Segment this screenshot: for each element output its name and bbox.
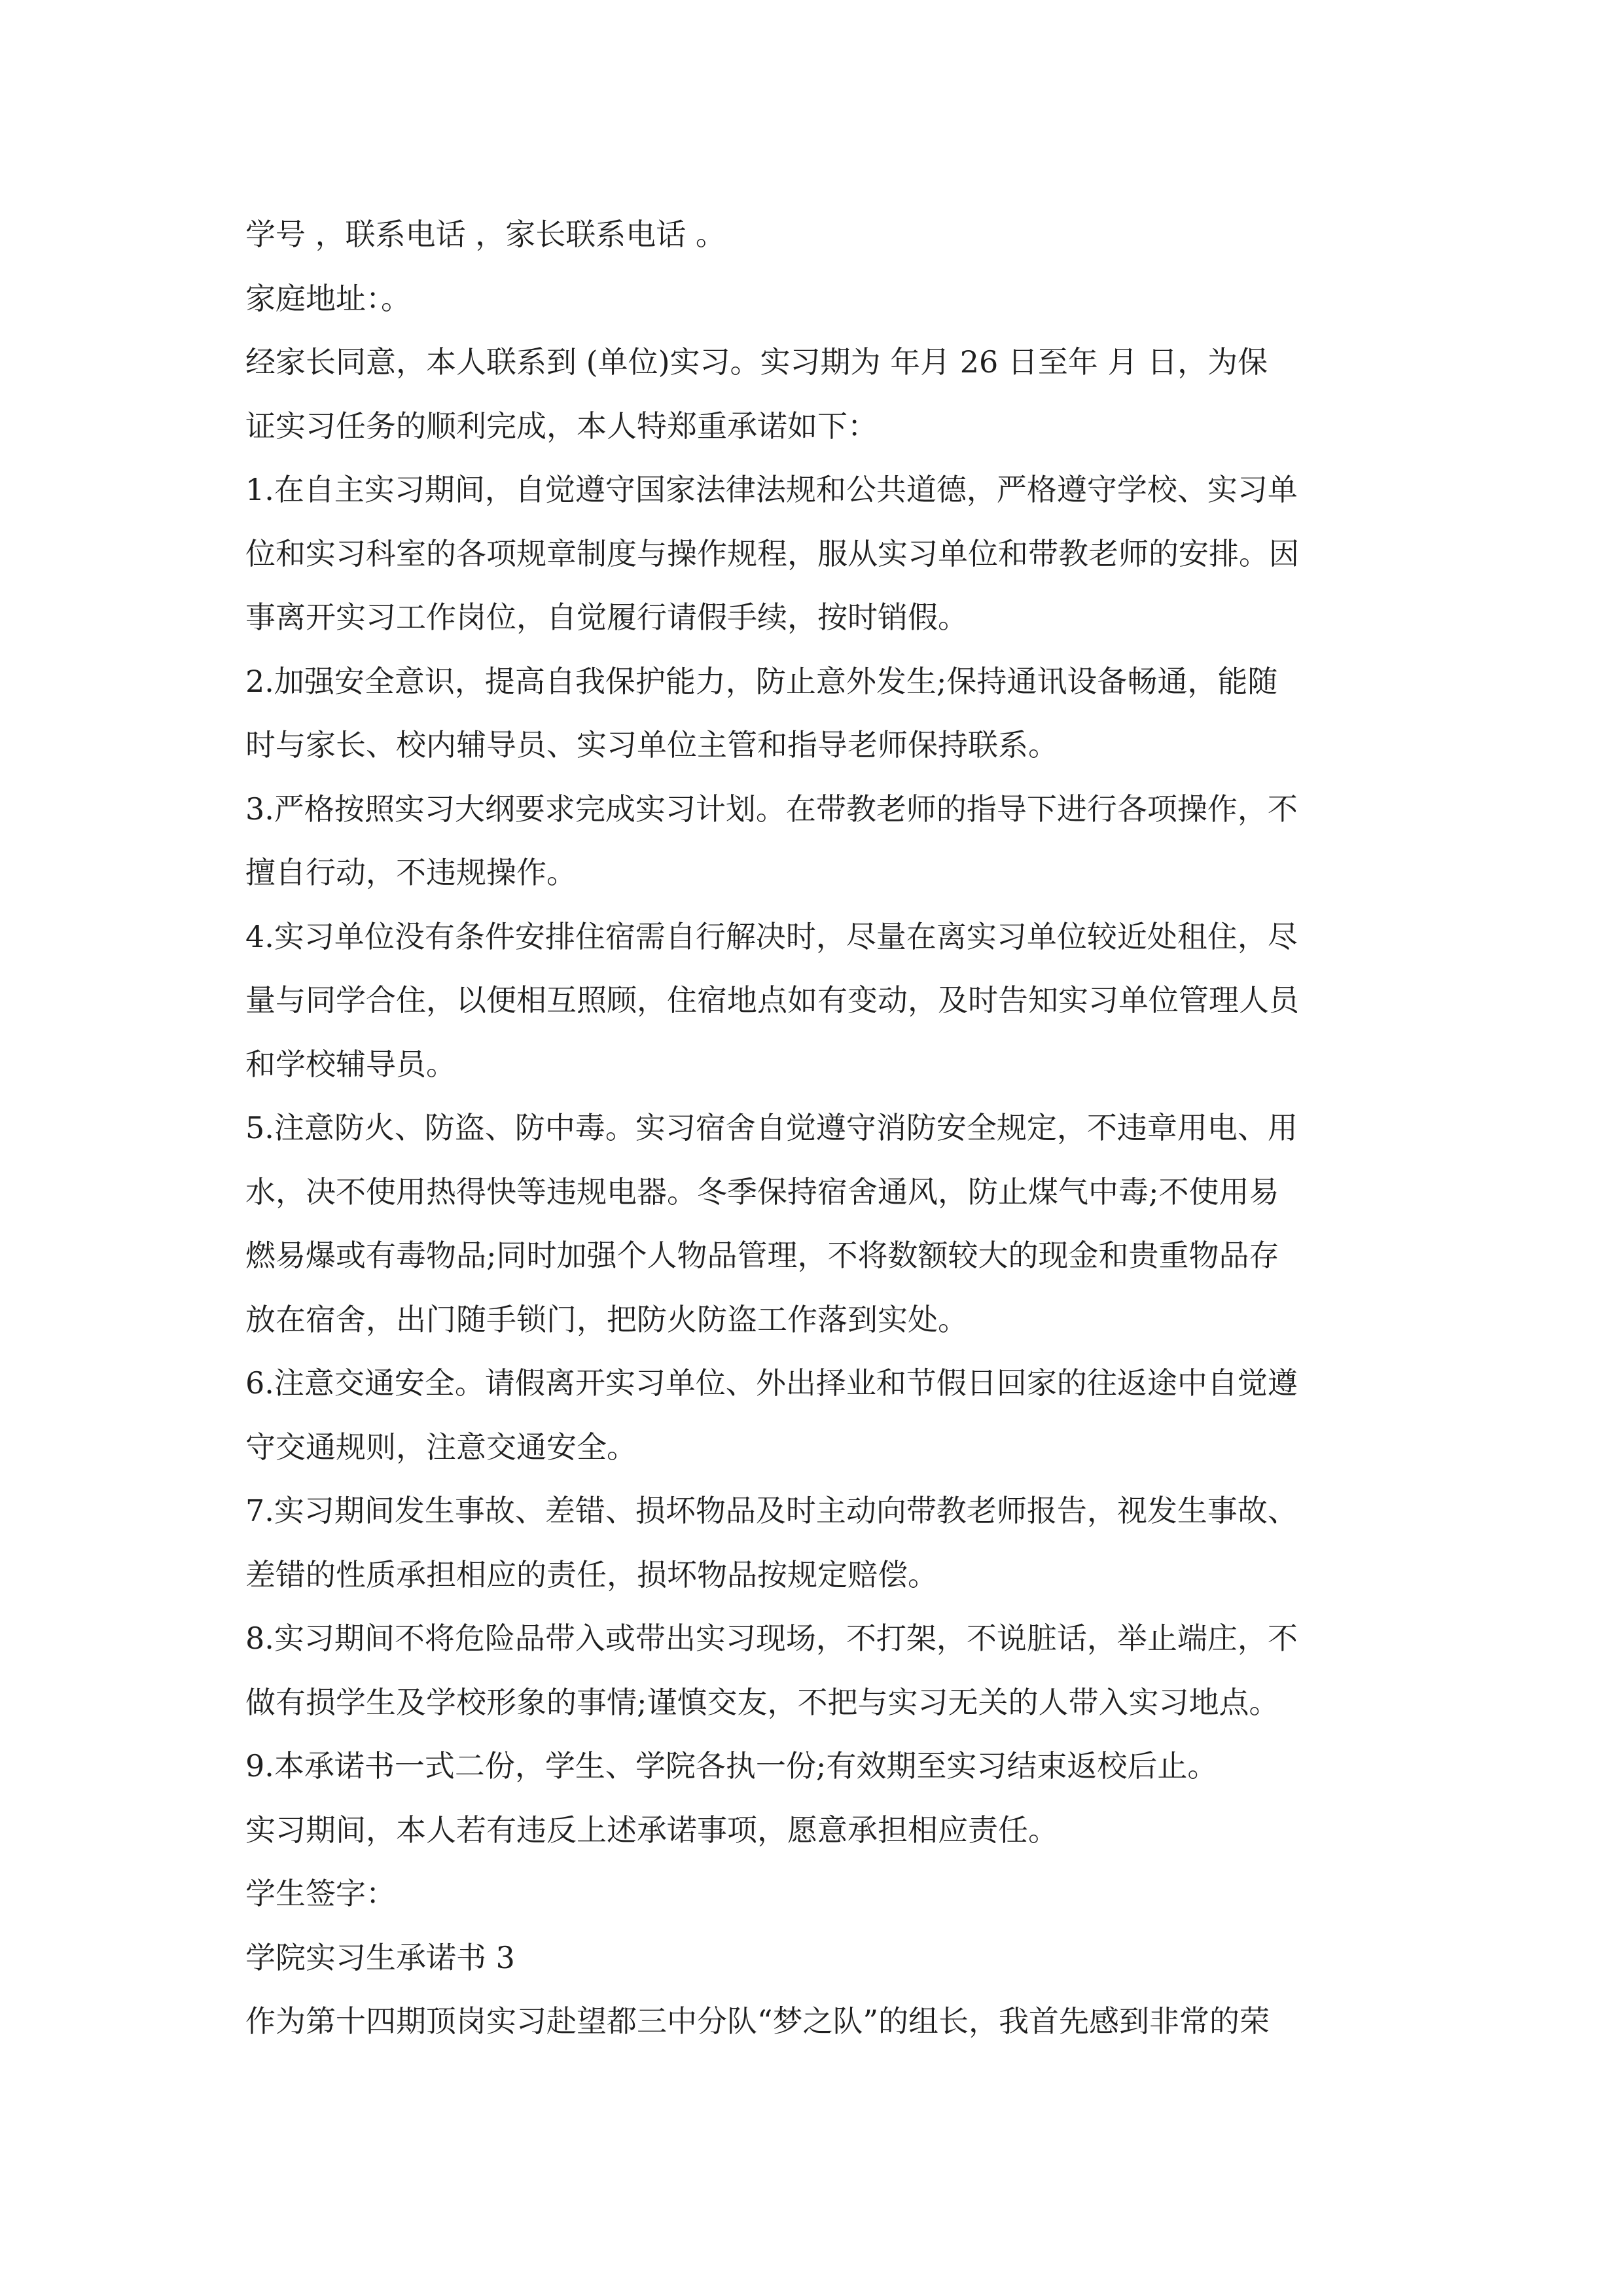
pledge-item-9-line: 9.本承诺书一式二份，学生、学院各执一份;有效期至实习结束返校后止。: [245, 1748, 1218, 1784]
pledge-item-1-line: 位和实习科室的各项规章制度与操作规程，服从实习单位和带教老师的安排。因: [245, 535, 1299, 571]
pledge-item-6-line: 守交通规则，注意交通安全。: [245, 1429, 637, 1465]
intro-paragraph-line: 经家长同意，本人联系到 (单位)实习。实习期为 年月 26 日至年 月 日，为保: [245, 344, 1268, 380]
pledge-item-5-line: 燃易爆或有毒物品;同时加强个人物品管理，不将数额较大的现金和贵重物品存: [245, 1238, 1279, 1273]
pledge-item-1-line: 事离开实习工作岗位，自觉履行请假手续，按时销假。: [245, 600, 968, 635]
pledge-item-8-line: 8.实习期间不将危险品带入或带出实习现场，不打架，不说脏话，举止端庄，不: [245, 1621, 1298, 1656]
body-text: [245, 203, 1387, 2054]
pledge-item-2-line: 2.加强安全意识，提高自我保护能力，防止意外发生;保持通讯设备畅通，能随: [245, 663, 1278, 699]
next-section-paragraph-line: 作为第十四期顶岗实习赴望都三中分队“梦之队”的组长，我首先感到非常的荣: [245, 2003, 1270, 2039]
home-address-line: 家庭地址：。: [245, 280, 411, 316]
pledge-item-4-line: 和学校辅导员。: [245, 1046, 456, 1082]
student-info-line: 学号 ，联系电话 ，家长联系电话 。: [245, 217, 726, 252]
pledge-item-3-line: 擅自行动，不违规操作。: [245, 855, 577, 890]
student-signature-label: 学生签字：: [245, 1876, 396, 1911]
pledge-item-1-line: 1.在自主实习期间，自觉遵守国家法律法规和公共道德，严格遵守学校、实习单: [245, 472, 1298, 507]
pledge-item-4-line: 4.实习单位没有条件安排住宿需自行解决时，尽量在离实习单位较近处租住，尽: [245, 918, 1298, 954]
pledge-item-5-line: 5.注意防火、防盗、防中毒。实习宿舍自觉遵守消防安全规定，不违章用电、用: [245, 1110, 1298, 1145]
pledge-item-5-line: 放在宿舍，出门随手锁门，把防火防盗工作落到实处。: [245, 1301, 968, 1337]
pledge-item-7-line: 差错的性质承担相应的责任，损坏物品按规定赔偿。: [245, 1556, 938, 1592]
pledge-item-5-line: 水，决不使用热得快等违规电器。冬季保持宿舍通风，防止煤气中毒;不使用易: [245, 1174, 1279, 1210]
pledge-item-2-line: 时与家长、校内辅导员、实习单位主管和指导老师保持联系。: [245, 727, 1058, 762]
responsibility-statement: 实习期间，本人若有违反上述承诺事项，愿意承担相应责任。: [245, 1812, 1058, 1848]
pledge-item-6-line: 6.注意交通安全。请假离开实习单位、外出择业和节假日回家的往返途中自觉遵: [245, 1365, 1298, 1401]
pledge-item-8-line: 做有损学生及学校形象的事情;谨慎交友，不把与实习无关的人带入实习地点。: [245, 1684, 1279, 1720]
pledge-item-3-line: 3.严格按照实习大纲要求完成实习计划。在带教老师的指导下进行各项操作，不: [245, 791, 1298, 827]
intro-paragraph-line: 证实习任务的顺利完成，本人特郑重承诺如下：: [245, 408, 878, 444]
section-heading: 学院实习生承诺书 3: [245, 1939, 515, 1975]
pledge-item-7-line: 7.实习期间发生事故、差错、损坏物品及时主动向带教老师报告，视发生事故、: [245, 1493, 1298, 1528]
pledge-item-4-line: 量与同学合住，以便相互照顾，住宿地点如有变动，及时告知实习单位管理人员: [245, 982, 1299, 1018]
